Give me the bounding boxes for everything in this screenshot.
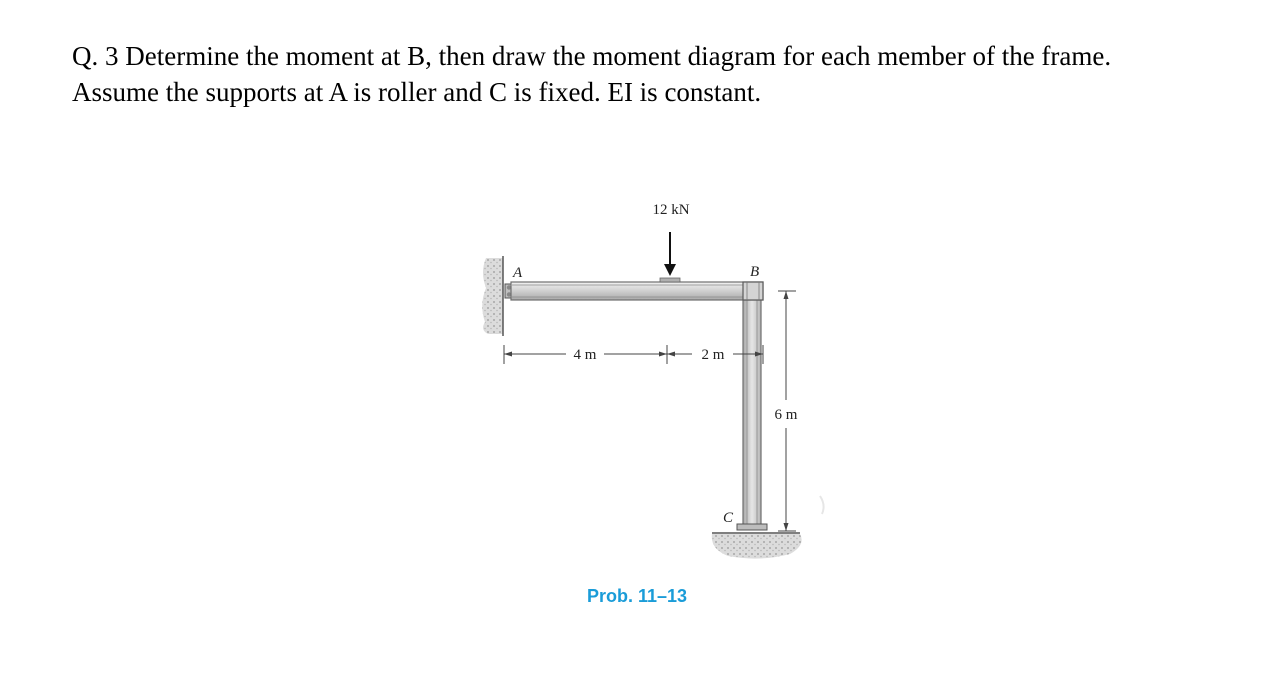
question-line-1: Q. 3 Determine the moment at B, then draw the moment diagram for each member of the frame. (72, 41, 1112, 71)
down-arrow-icon (664, 232, 676, 276)
load-label: 12 kN (652, 202, 690, 218)
dim-right-span: 2 m (701, 347, 725, 363)
point-label-c: C (723, 510, 734, 526)
joint-b (743, 282, 763, 300)
dim-column-height: 6 m (774, 407, 798, 423)
dim-left-span: 4 m (573, 347, 597, 363)
wall-support-a (482, 256, 513, 336)
figure-caption: Prob. 11–13 (586, 586, 688, 606)
point-label-a: A (513, 265, 523, 281)
question-line-2: Assume the supports at A is roller and C is fixed. EI is constant. (72, 77, 762, 107)
column-bc (743, 300, 761, 526)
fixed-support-c (712, 496, 824, 559)
load-plate (660, 278, 680, 282)
point-label-b: B (750, 264, 760, 280)
